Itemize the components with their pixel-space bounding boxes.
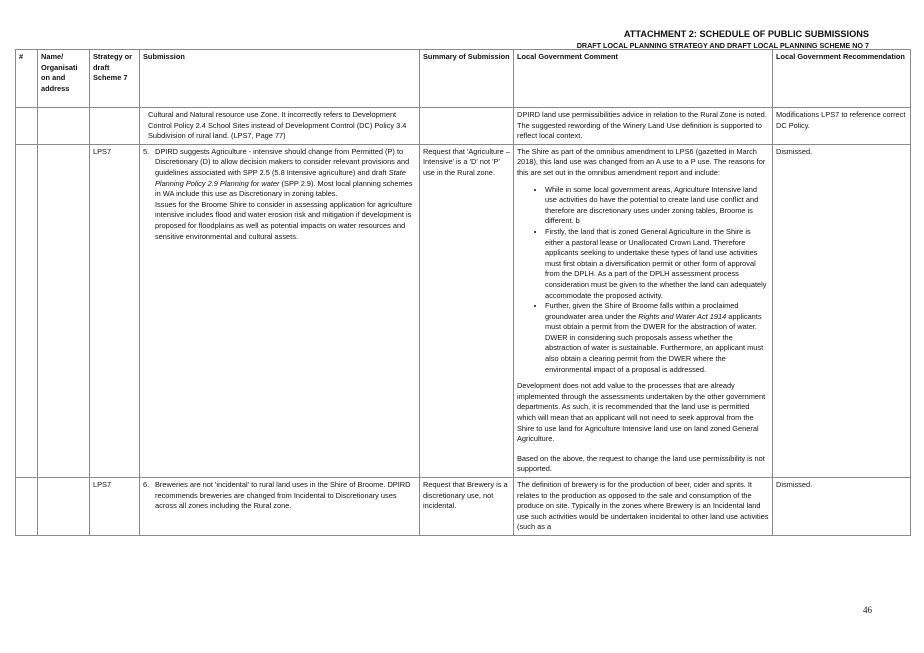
table-row (16, 144, 911, 477)
cell-recommendation: Dismissed. (773, 144, 911, 477)
table-header-row (16, 50, 911, 108)
list-item: • While in some local government areas, Agriculture Intensive land use activities do have the potential to create land use conflict and therefore are discretionary uses under zoning tables, Broome is different. b (545, 185, 769, 227)
cell-summary: Request that Brewery is a discretionary use, not incidental. (420, 478, 514, 536)
col-header-recommendation: Local Government Recommendation (773, 50, 911, 108)
table-row (16, 108, 911, 145)
cell-name (38, 108, 90, 145)
cell-submission (140, 144, 420, 477)
cell-number (16, 108, 38, 145)
cell-comment: DPIRD land use permissibilities advice in relation to the Rural Zone is noted. The suggested rewording of the Winery Land Use definition is supported to reflect local context. (514, 108, 773, 145)
item-number: 5. (143, 146, 150, 156)
comment-intro: The Shire as part of the omnibus amendment to LPS6 (gazetted in March 2018), this land use was changed from an A use to a P use. The reasons for this are set out in the omnibus amendment report and include: (517, 146, 766, 177)
list-item: • Further, given the Shire of Broome falls within a proclaimed groundwater area under the Rights and Water Act 1914 applicants must obtain a permit from the DWER for the abstraction of water. DWER in considering such proposals assess whether the abstraction of water is sustainable. Furthermore, an applicant must also obtain a clearing permit from the DWER where the environmental impact of a proposal is addressed. (545, 301, 769, 375)
submission-text: DPIRD suggests Agriculture - intensive should change from Permitted (P) to Discretionary (D) to allow decision makers to consider relevant provisions and guidelines associated with SPP 2.5 (5.8 Intensive agriculture) and draft State Planning Policy 2.9 Planning for water (SPP 2.9). Most local planning schemes in WA include this use as Discretionary in zoning tables. (155, 146, 413, 199)
comment-conclusion: Based on the above, the request to change the land use permissibility is not supported. (517, 453, 765, 474)
cell-name (38, 144, 90, 477)
cell-recommendation: Modifications LPS7 to reference correct DC Policy. (773, 108, 911, 145)
comment-bullet-list (517, 185, 769, 376)
cell-comment: The definition of brewery is for the production of beer, cider and sprits. It relates to the production as opposed to the sale and consumption of the produce on site. Typically in the zones where Brewery is an Incidental land use such activities would be undertaken incidental to other land use activities (such as a (514, 478, 773, 536)
attachment-title: ATTACHMENT 2: SCHEDULE OF PUBLIC SUBMISSIONS (623, 29, 869, 39)
submissions-table (15, 49, 911, 536)
cell-summary: Request that 'Agriculture – Intensive' is a 'D' not 'P' use in the Rural zone. (420, 144, 514, 477)
document-subtitle: DRAFT LOCAL PLANNING STRATEGY AND DRAFT LOCAL PLANNING SCHEME NO 7 (576, 41, 869, 50)
submission-text: Breweries are not 'incidental' to rural land uses in the Shire of Broome. DPIRD recommends breweries are changed from Incidental to Discretionary uses across all zones including the Rural zone. (155, 480, 411, 511)
submission-text-issues: Issues for the Broome Shire to consider in assessing application for agriculture intensive includes flood and water erosion risk and mitigation if development is proposed for floodplains as well as potential impacts on water resources and sensitive environmental and cultural assets. (155, 199, 413, 241)
page-number: 46 (863, 605, 872, 615)
comment-paragraph: Development does not add value to the processes that are already implemented through the assessments undertaken by the other government departments. As such, it is recommended that the land use is permitted which will mean that an applicant will not need to seek approval from the Shire to use land for Agriculture Intensive land use on land zoned General Agriculture. (517, 381, 766, 444)
item-number: 6. (143, 480, 150, 489)
col-header-summary: Summary of Submission (420, 50, 514, 108)
list-item: • Firstly, the land that is zoned General Agriculture in the Shire is either a pastoral lease or Unallocated Crown Land. Therefore applicants seeking to undertake these types of land use activities must first obtain a diversification permit or other form of approval from the DPLH. As a part of the DPLH assessment process consideration must be given to the whether the land can adequately accommodate the proposed activity. (545, 227, 769, 301)
table-row (16, 478, 911, 536)
cell-comment (514, 144, 773, 477)
cell-number (16, 478, 38, 536)
col-header-strategy: Strategy or draft Scheme 7 (90, 50, 140, 108)
cell-number (16, 144, 38, 477)
col-header-name: Name/ Organisati on and address (38, 50, 90, 108)
col-header-number: # (16, 50, 38, 108)
cell-name (38, 478, 90, 536)
cell-submission (140, 478, 420, 536)
cell-submission: Cultural and Natural resource use Zone. It incorrectly refers to Development Control Policy 2.4 School Sites instead of Development Control (DC) Policy 3.4 Subdivision of rural land. (LPS7, Page 77) (140, 108, 420, 145)
cell-strategy: LPS7 (90, 478, 140, 536)
cell-summary (420, 108, 514, 145)
col-header-comment: Local Government Comment (514, 50, 773, 108)
cell-strategy (90, 108, 140, 145)
col-header-submission: Submission (140, 50, 420, 108)
cell-strategy: LPS7 (90, 144, 140, 477)
cell-recommendation: Dismissed. (773, 478, 911, 536)
